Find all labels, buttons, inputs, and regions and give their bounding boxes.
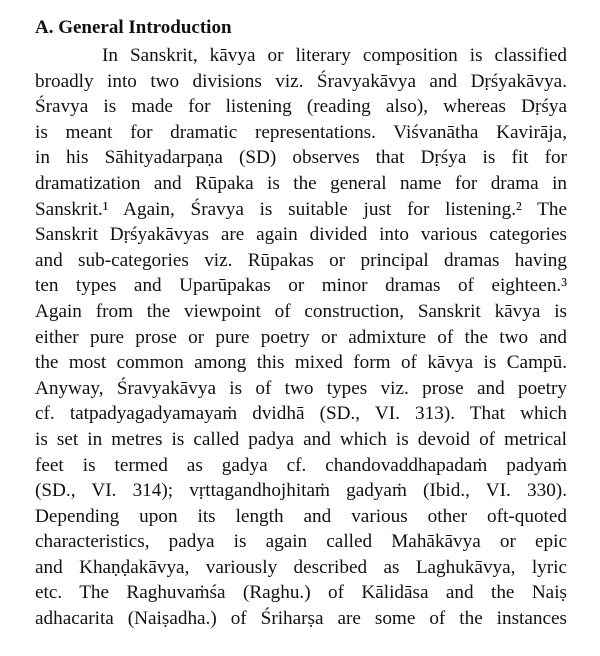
text-line: In Sanskrit, kāvya or literary composition is classified	[102, 45, 567, 66]
text-line: feet is termed as gadya cf. chandovaddhapadaṁ padyaṁ	[35, 454, 567, 476]
text-line: the most common among this mixed form of kāvya is Campū.	[35, 352, 567, 374]
text-line: is set in metres is called padya and which is devoid of metrical	[35, 428, 567, 450]
text-line: adhacarita (Naiṣadha.) of Śriharṣa are some of the instances	[35, 608, 567, 630]
text-line: Again from the viewpoint of construction, Sanskrit kāvya is	[35, 300, 567, 322]
text-line: and sub-categories viz. Rūpakas or principal dramas having	[35, 249, 567, 271]
text-line: Śravya is made for listening (reading also), whereas Dṛśya	[35, 96, 567, 118]
text-line: characteristics, padya is again called Mahākāvya or epic	[35, 531, 567, 553]
document-page	[35, 12, 567, 632]
text-line: is meant for dramatic representations. Viśvanātha Kavirāja,	[35, 121, 567, 143]
text-line: either pure prose or pure poetry or admixture of the two and	[35, 326, 567, 348]
text-line: Depending upon its length and various other oft-quoted	[35, 505, 567, 527]
text-line: (SD., VI. 314); vṛttagandhojhitaṁ gadyaṁ (Ibid., VI. 330).	[35, 480, 567, 502]
text-line: Sanskrit.¹ Again, Śravya is suitable just for listening.² The	[35, 198, 567, 220]
section-heading: A. General Introduction	[35, 17, 232, 38]
text-line: Anyway, Śravyakāvya is of two types viz. prose and poetry	[35, 377, 567, 399]
text-line: etc. The Raghuvaṁśa (Raghu.) of Kālidāsa and the Naiṣ	[35, 582, 567, 604]
body-paragraph	[35, 43, 567, 632]
text-line: Sanskrit Dṛśyakāvyas are again divided into various categories	[35, 224, 567, 246]
text-line: and Khaṇḍakāvya, variously described as Laghukāvya, lyric	[35, 556, 567, 578]
text-line: cf. tatpadyagadyamayaṁ dvidhā (SD., VI. 313). That which	[35, 403, 567, 425]
text-line: broadly into two divisions viz. Śravyakāvya and Dṛśyakāvya.	[35, 70, 567, 92]
text-line: dramatization and Rūpaka is the general name for drama in	[35, 172, 567, 194]
text-line: in his Sāhityadarpaṇa (SD) observes that Dṛśya is fit for	[35, 147, 567, 169]
text-line: ten types and Uparūpakas or minor dramas of eighteen.³	[35, 275, 567, 297]
